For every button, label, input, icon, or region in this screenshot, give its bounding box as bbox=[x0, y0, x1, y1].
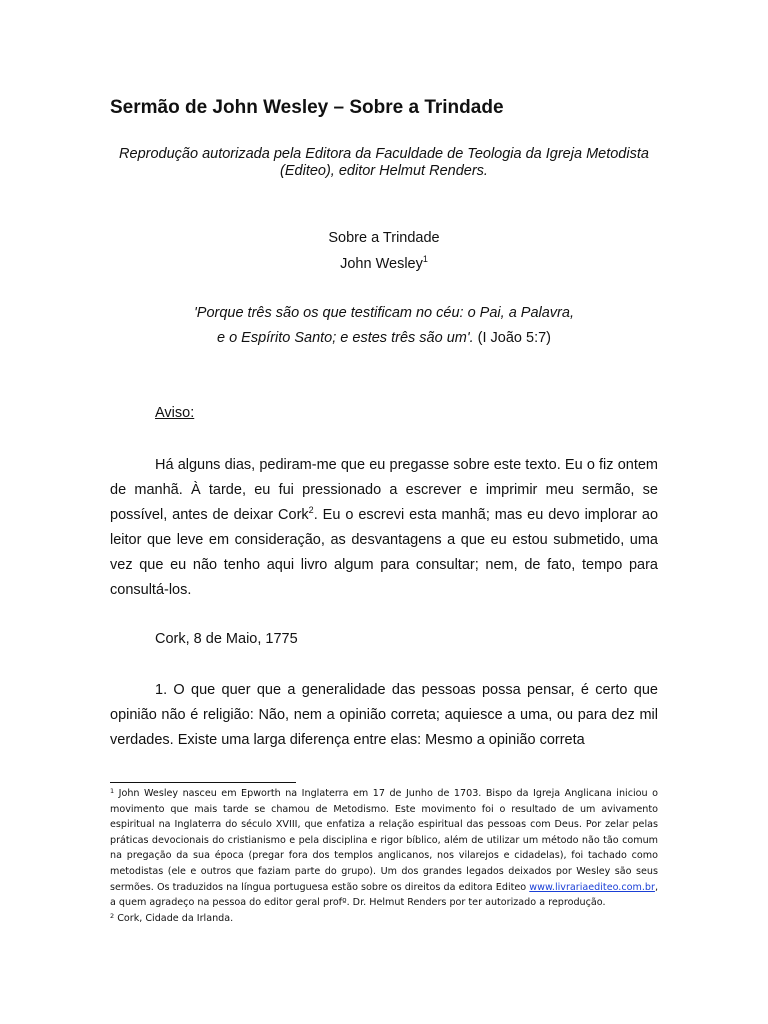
footnote-2-marker: 2 bbox=[110, 911, 115, 920]
verse-line-2 bbox=[110, 328, 658, 348]
document-title: Sermão de John Wesley – Sobre a Trindade bbox=[110, 97, 504, 118]
footnote-2 bbox=[110, 911, 658, 927]
notice-label: Aviso: bbox=[155, 405, 195, 421]
footnote-1 bbox=[110, 786, 658, 911]
verse-line-2-text: e o Espírito Santo; e estes três são um'. bbox=[216, 330, 474, 346]
sermon-author bbox=[110, 254, 658, 274]
footnote-ref-1[interactable]: 1 bbox=[422, 254, 428, 264]
footnote-ref-2[interactable]: 2 bbox=[308, 505, 314, 515]
document-page bbox=[110, 0, 658, 1024]
verse-reference: (I João 5:7) bbox=[473, 330, 552, 346]
sermon-title: Sobre a Trindade bbox=[328, 230, 440, 246]
notice-paragraph bbox=[110, 453, 658, 603]
section-1-paragraph: 1. O que quer que a generalidade das pessoas possa pensar, é certo que opinião não é religião: Não, nem a opinião correta; aquiesce a uma, ou para dez mil verdades. Existe uma larga diferença entre elas: Mesmo a opinião correta bbox=[110, 682, 658, 748]
footnote-1-marker: 1 bbox=[110, 787, 115, 795]
sermon-author-name: John Wesley bbox=[340, 256, 423, 272]
footnote-divider bbox=[110, 782, 296, 783]
notice-paragraph-part2: . Eu o escrevi esta manhã; mas eu devo implorar ao leitor que leve em consideração, as desvantagens a que eu estou submetido, uma vez que eu não tenho aqui livro algum para consultar; nem, de fato, tempo para consultá-los. bbox=[110, 507, 659, 598]
footnotes bbox=[110, 786, 658, 926]
editeo-link[interactable]: www.livrariaediteo.com.br bbox=[529, 881, 655, 893]
authorization-note: Reprodução autorizada pela Editora da Faculdade de Teologia da Igreja Metodista (Editeo), editor Helmut Renders. bbox=[119, 146, 649, 179]
notice-paragraph-part1: Há alguns dias, pediram-me que eu pregasse sobre este texto. Eu o fiz ontem de manhã. À tarde, eu fui pressionado a escrever e imprimir meu sermão, se possível, antes de deixar Cork bbox=[110, 457, 658, 523]
footnote-1-text: John Wesley nasceu em Epworth na Inglaterra em 17 de Junho de 1703. Bispo da Igreja Anglicana iniciou o movimento que mais tarde se chamou de Metodismo. Este movimento foi o resultado de um avivamento espiritual na Inglaterra do século XVIII, que enfatiza a relação espiritual das pessoas com Deus. Por zelar pelas práticas devocionais do cristianismo e pela disciplina e rigor bíblico, além de utilizar um método não tão comum na pregação da sua época (pregar fora dos templos anglicanos, nos vilarejos e cidadelas), foi tachado como metodistas (ele e outros que faziam parte do grupo). Um dos grandes legados deixados por Wesley são seus sermões. Os traduzidos na língua portuguesa estão sobre os direitos da editora Editeo bbox=[110, 788, 658, 893]
footnote-2-text: Cork, Cidade da Irlanda. bbox=[114, 912, 234, 924]
dateline: Cork, 8 de Maio, 1775 bbox=[155, 631, 298, 647]
verse-line-1: 'Porque três são os que testificam no céu: o Pai, a Palavra, bbox=[194, 305, 574, 321]
footnote-1-text-end: , a quem agradeço na pessoa do editor geral profº. Dr. Helmut Renders por ter autorizado a reprodução. bbox=[110, 881, 658, 909]
